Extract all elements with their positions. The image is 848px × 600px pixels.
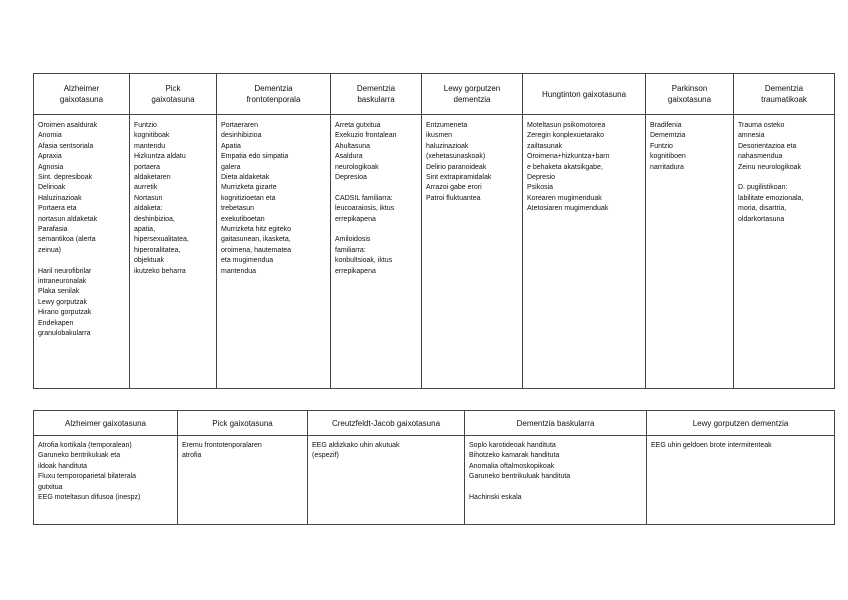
header-vascular: Dementzia baskularra [465, 411, 647, 436]
cell-line: Haluzinazioak [38, 194, 82, 202]
cell-line: objektuak [134, 257, 164, 265]
cell-line: konbultsioak, iktus [335, 257, 393, 265]
header-frontotemporal [217, 74, 331, 115]
cell-line: errepikapena [335, 267, 376, 275]
line-spacer [335, 183, 418, 193]
cell-line: Agnosia [38, 163, 64, 171]
cell-line: Afasia sentsoriala [38, 142, 94, 150]
cell-line: aldaketa: [134, 205, 163, 213]
cell-line: Desorientazioa eta [738, 142, 797, 150]
header-huntington [523, 74, 646, 115]
cell-line: Portaeraren [221, 122, 258, 129]
cell-line: Korearen mugimenduak [527, 194, 602, 202]
header-line: Dementzia [356, 84, 396, 93]
cell-line: exekutiboetan [221, 215, 265, 223]
line-spacer [738, 173, 831, 183]
cell-line: Oroimen asaldurak [38, 122, 98, 129]
cell-line: Garuneko bentrikuluak handituta [469, 473, 571, 481]
cell-line: Oroimena+hizkuntza+barn [527, 153, 610, 161]
cell-line: neurologikoak [335, 163, 379, 171]
header-parkinson [646, 74, 734, 115]
cell-line: Zeregin konplexuetarako [527, 132, 605, 140]
header-alzheimer: Alzheimer gaixotasuna [34, 411, 178, 436]
cell-line: EEG moteltasun difusoa (inespz) [38, 494, 141, 502]
cell-line: D. pugilistikoan: [738, 184, 788, 192]
line-spacer [38, 256, 126, 266]
cell-line: CADSIL familiarra: [335, 194, 393, 202]
cell-line: Zeinu neurologikoak [738, 163, 802, 171]
cell-line: Dieta aldaketak [221, 174, 270, 182]
cell-line: hiperoralitatea, [134, 246, 181, 254]
cell-line: Lewy gorputzak [38, 298, 88, 306]
cell-line: galera [221, 163, 241, 171]
cell-line: Anomalia oftalmoskopikoak [469, 462, 555, 470]
cell-line: nahasmendua [738, 153, 783, 161]
cell-alzheimer [34, 436, 178, 525]
cell-line: Bradifenia [650, 122, 682, 129]
cell-line: Endekapen [38, 319, 74, 327]
cell-line: EEG uhin geldoen brote intermitenteak [651, 442, 772, 449]
cell-parkinson [646, 115, 734, 389]
header-line: gaixotasuna [667, 95, 712, 104]
cell-pick [130, 115, 217, 389]
cell-line: desinhibizioa [221, 132, 262, 140]
cell-line: kognitizioetan eta [221, 194, 276, 202]
cell-line: Sint extrapiramidalak [426, 174, 492, 182]
cell-line: Murrizketa hitz egiteko [221, 226, 292, 234]
cell-line: gaitasunean, ikasketa, [221, 236, 291, 244]
cell-line: Murrizketa gizarte [221, 184, 277, 192]
cell-line: mantendua [221, 267, 257, 275]
cell-line: Asaldura [335, 153, 363, 161]
cell-line: Soplo karotideoak handituta [469, 442, 556, 449]
header-line: Dementzia [764, 84, 804, 93]
cell-line: zailtasunak [527, 142, 563, 150]
header-line: Hungtinton gaixotasuna [541, 89, 627, 99]
cell-line: apatia, [134, 226, 156, 234]
table1-header-row [34, 74, 835, 115]
cell-line: errepikapena [335, 215, 376, 223]
cell-line: Hirano gorputzak [38, 309, 92, 317]
cell-line: Apatia [221, 142, 241, 150]
header-lewy: Lewy gorputzen dementzia [647, 411, 835, 436]
cell-line: Parafasia [38, 226, 68, 234]
header-line: Dementzia [254, 84, 293, 93]
cell-line: deshinbizioa, [134, 215, 175, 223]
cell-line: Delirioak [38, 184, 66, 192]
cell-pick [178, 436, 308, 525]
header-line: Alzheimer [63, 84, 100, 93]
header-line: gaixotasuna [59, 95, 104, 104]
cell-line: eta mugimendua [221, 257, 274, 265]
cell-line: mantendu [134, 142, 166, 150]
cell-line: intraneuronalak [38, 278, 87, 286]
cell-line: Delirio paranoideak [426, 163, 487, 171]
cell-line: familiarra: [335, 246, 366, 254]
cell-vascular [465, 436, 647, 525]
cell-line: oroimena, hautematea [221, 246, 292, 254]
header-traumatic [734, 74, 835, 115]
cell-line: Arrazoi gabe erori [426, 184, 482, 192]
cell-line: aurretik [134, 184, 158, 192]
header-line: dementzia [453, 95, 491, 104]
cell-line: Portaera eta [38, 205, 77, 213]
header-pick: Pick gaixotasuna [178, 411, 308, 436]
header-alzheimer [34, 74, 130, 115]
cell-line: labilitate emozionala, [738, 194, 804, 202]
cell-line: moria, disartria, [738, 205, 787, 213]
header-line: frontotenporala [246, 95, 301, 104]
cell-line: EEG aldizkako uhin akutuak [312, 442, 400, 449]
header-pick [130, 74, 217, 115]
header-line: Pick [165, 84, 181, 93]
cell-line: Anomia [38, 132, 62, 140]
cell-line: Plaka senilak [38, 288, 80, 296]
line-spacer [335, 225, 418, 235]
cell-line: granulobakularra [38, 330, 91, 338]
cell-line: Sint. depresiboak [38, 174, 93, 182]
cell-lewy [422, 115, 523, 389]
header-line: Lewy gorputzen [443, 84, 501, 93]
table2-content-row [34, 436, 835, 525]
cell-line: gutxitua [38, 483, 63, 491]
cell-line: Arreta gutxitua [335, 122, 381, 129]
cell-line: e behaketa akatsikgabe, [527, 163, 603, 171]
cell-line: Dememtzia [650, 132, 686, 140]
cell-line: trebetasun [221, 205, 255, 213]
cell-line: Hizkuntza aldatu [134, 153, 186, 161]
dementia-diagnostics-table [33, 410, 835, 525]
cell-huntington [523, 115, 646, 389]
cell-line: ikutzeko beharra [134, 267, 186, 275]
header-vascular [331, 74, 422, 115]
header-line: Parkinson [671, 84, 708, 93]
cell-alzheimer [34, 115, 130, 389]
cell-line: Trauma osteko [738, 122, 785, 129]
cell-line: semantikoa (alerta [38, 236, 96, 244]
cell-line: Nortasun [134, 194, 163, 202]
cell-line: Amiloidosis [335, 236, 371, 244]
cell-line: kognitiboen [650, 153, 686, 161]
header-lewy [422, 74, 523, 115]
cell-line: amnesia [738, 132, 765, 140]
cell-line: Funtzio [134, 122, 157, 129]
cell-line: Patroi fluktuantea [426, 194, 481, 202]
cell-line: Haril neurofibrilar [38, 267, 92, 275]
cell-line: Garuneko bentrikuluak eta [38, 452, 121, 460]
cell-line: portaera [134, 163, 161, 171]
cell-line: hipersexualitatea, [134, 236, 189, 244]
cell-line: oldarkortasuna [738, 215, 785, 223]
cell-line: ildoak handituta [38, 462, 88, 470]
cell-line: atrofia [182, 452, 202, 460]
cell-line: Funtzio [650, 142, 673, 150]
cell-line: kognitiboak [134, 132, 170, 140]
cell-line: Ahultasuna [335, 142, 371, 150]
cell-line: nortasun aldaketak [38, 215, 98, 223]
cell-line: haluzinazioak [426, 142, 469, 150]
cell-line: Entzumeneta [426, 122, 468, 129]
cell-line: Fluxu temporoparietal bilaterala [38, 473, 137, 481]
cell-lewy [647, 436, 835, 525]
cell-line: Eremu frontotenporalaren [182, 442, 262, 449]
cell-line: Depresioa [335, 174, 367, 182]
cell-line: leucoaraiosis, iktus [335, 205, 395, 213]
cell-line: Moteltasun psikomotorea [527, 122, 606, 129]
cell-line: (espezif) [312, 452, 339, 460]
cell-line: Empatia edo simpatia [221, 153, 289, 161]
table1-content-row [34, 115, 835, 389]
cell-line: narritadura [650, 163, 684, 171]
cell-line: aldaketaren [134, 174, 171, 182]
cell-line: Atetosiaren mugimenduak [527, 205, 609, 213]
cell-line: ikusmen [426, 132, 453, 140]
cell-vascular [331, 115, 422, 389]
table2-header-row [34, 411, 835, 436]
cell-line: (xehetasunaskoak) [426, 153, 486, 161]
cell-line: Depresio [527, 174, 556, 182]
cell-line: Atrofia kortikala (temporalean) [38, 442, 132, 449]
cell-creutzfeldt-jacob [308, 436, 465, 525]
cell-line: Psikosia [527, 184, 554, 192]
cell-line: zeinua) [38, 246, 61, 254]
header-line: baskularra [357, 95, 395, 104]
cell-line: Apraxia [38, 153, 62, 161]
cell-frontotemporal [217, 115, 331, 389]
header-line: traumatikoak [761, 95, 807, 104]
dementia-symptoms-table [33, 73, 835, 389]
cell-traumatic [734, 115, 835, 389]
cell-line: Bihotzeko kamarak handituta [469, 452, 560, 460]
cell-line: Hachinski eskala [469, 494, 522, 502]
header-creutzfeldt-jacob: Creutzfeldt-Jacob gaixotasuna [308, 411, 465, 436]
header-line: gaixotasuna [151, 95, 195, 104]
line-spacer [469, 483, 643, 493]
cell-line: Exekuzio frontalean [335, 132, 397, 140]
